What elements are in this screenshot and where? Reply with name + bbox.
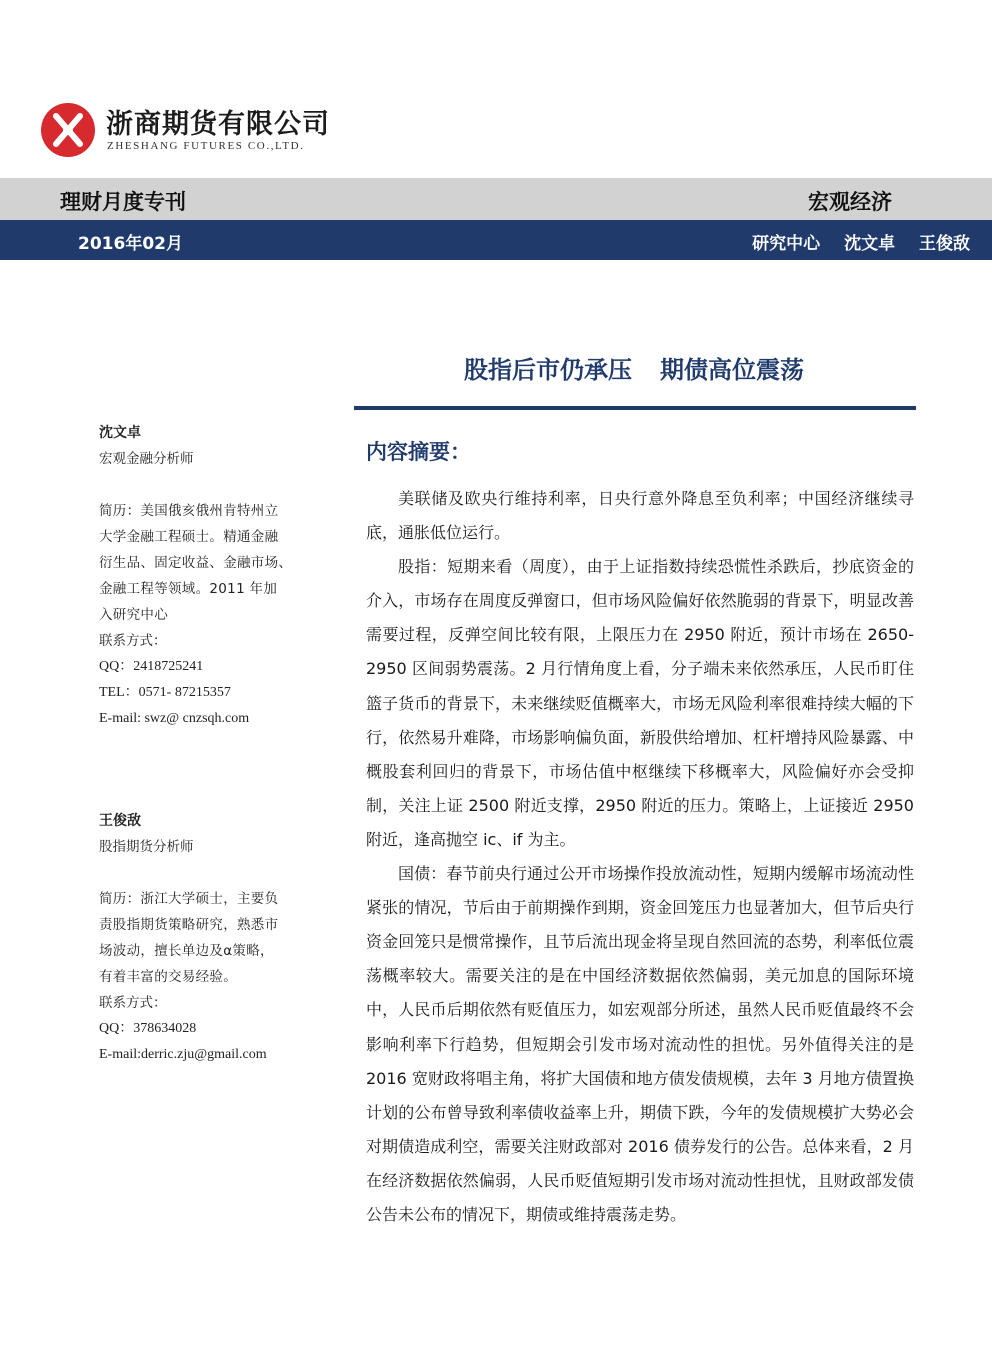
bio-line: 简历：浙江大学硕士，主要负 [99, 891, 279, 907]
author-qq: QQ：2418725241 [99, 659, 204, 674]
bio-line: 责股指期货策略研究，熟悉市 [99, 917, 279, 933]
author-email[interactable]: E-mail: swz@ cnzsqh.com [99, 711, 250, 726]
report-meta-band [0, 220, 992, 260]
report-title [354, 350, 914, 385]
author-tel: TEL：0571- 87215357 [99, 685, 231, 700]
header-author-1: 沈文卓 [844, 234, 896, 254]
company-logo [40, 100, 330, 160]
title-part-1: 股指后市仍承压 [464, 356, 632, 384]
author-bio [99, 886, 299, 990]
contact-label: 联系方式： [99, 633, 167, 649]
author-email[interactable]: E-mail:derric.zju@gmail.com [99, 1047, 267, 1062]
title-part-2: 期债高位震荡 [660, 356, 804, 384]
author-card-2 [99, 808, 299, 1068]
publication-name: 理财月度专刊 [60, 190, 186, 214]
bio-line: 金融工程等领域。2011 年加 [99, 581, 278, 597]
company-name-en: ZHESHANG FUTURES CO.,LTD. [107, 140, 305, 152]
summary-paragraph-bonds: 国债：春节前央行通过公开市场操作投放流动性，短期内缓解市场流动性紧张的情况，节后由于前期操作到期，资金回笼压力也显著加大，但节后央行资金回笼只是惯常操作，且节后流出现金将呈现自然回流的态势，利率低位震荡概率较大。需要关注的是在中国经济数据依然偏弱，美元加息的国际环境中，人民币后期依然有贬值压力，如宏观部分所述，虽然人民币贬值最终不会影响利率下行趋势，但短期会引发市场对流动性的担忧。另外值得关注的是 2016 宽财政将唱主角，将扩大国债和地方债发债规模，去年 3 月地方债置换计划的公布曾导致利率债收益率上升，期债下跌，今年的发债规模扩大势必会对期债造成利空，需要关注财政部对 2016 债券发行的公告。总体来看，2 月在经济数据依然偏弱，人民币贬值短期引发市场对流动性担忧，且财政部发债公告未公布的情况下，期债或维持震荡走势。 [366, 864, 914, 1224]
summary-paragraph-macro: 美联储及欧央行维持利率，日央行意外降息至负利率；中国经济继续寻底，通胀低位运行。 [366, 489, 914, 543]
report-date: 2016年02月 [78, 234, 183, 254]
contact-label: 联系方式： [99, 995, 167, 1011]
author-name: 沈文卓 [99, 425, 141, 441]
summary-heading: 内容摘要： [366, 440, 471, 464]
author-role: 股指期货分析师 [99, 839, 194, 855]
author-card-1 [99, 420, 299, 732]
bio-line: 入研究中心 [99, 607, 168, 623]
zheshang-logo-icon [40, 102, 96, 158]
author-name: 王俊敌 [99, 813, 141, 829]
bio-line: 简历：美国俄亥俄州肯特州立 [99, 503, 279, 519]
company-name-cn: 浙商期货有限公司 [106, 109, 330, 140]
title-divider [354, 406, 916, 410]
author-role: 宏观金融分析师 [99, 451, 194, 467]
bio-line: 衍生品、固定收益、金融市场、 [99, 555, 293, 571]
author-qq: QQ：378634028 [99, 1021, 197, 1036]
summary-paragraph-index: 股指：短期来看（周度），由于上证指数持续恐慌性杀跌后，抄底资金的介入，市场存在周度反弹窗口，但市场风险偏好依然脆弱的背景下，明显改善需要过程，反弹空间比较有限，上限压力在 2950 附近，预计市场在 2650-2950 区间弱势震荡。2 月行情角度上看，分子端未来依然承压，人民币盯住篮子货币的背景下，未来继续贬值概率大，市场无风险利率很难持续大幅的下行，依然易升难降，市场影响偏负面，新股供给增加、杠杆增持风险暴露、中概股套利回归的背景下，市场估值中枢继续下移概率大，风险偏好亦会受抑制，关注上证 2500 附近支撑，2950 附近的压力。策略上，上证接近 2950 附近，逢高抛空 ic、if 为主。 [366, 557, 914, 849]
author-bio [99, 498, 299, 628]
header-author-2: 王俊敌 [919, 234, 970, 254]
bio-line: 大学金融工程硕士。精通金融 [99, 529, 279, 545]
bio-line: 有着丰富的交易经验。 [99, 969, 237, 985]
report-authorship [752, 229, 970, 254]
publication-band [0, 178, 992, 220]
summary-body [366, 482, 914, 1232]
report-category: 宏观经济 [808, 190, 892, 214]
bio-line: 场波动，擅长单边及α策略， [99, 943, 274, 959]
department: 研究中心 [752, 234, 821, 254]
